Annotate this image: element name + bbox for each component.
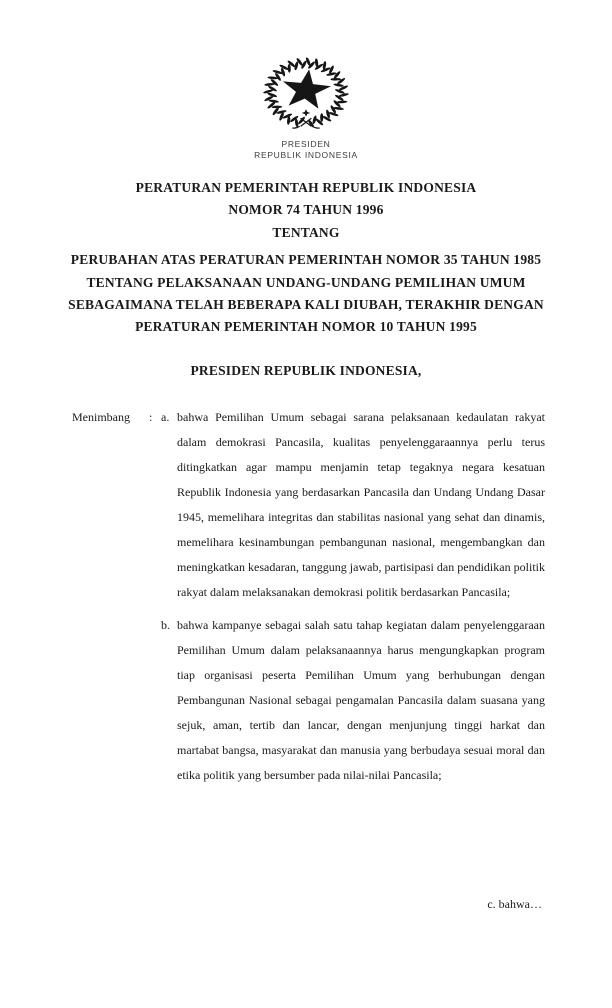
salutation: PRESIDEN REPUBLIK INDONESIA,: [190, 363, 422, 378]
document-title: [0, 177, 612, 339]
item-text-b: bahwa kampanye sebagai salah satu tahap kegiatan dalam penyelenggaraan Pemilihan Umum dalam pelaksanaannya harus mengungkapkan program tiap organisasi peserta Pemilihan Umum yang berhubungan dengan Pembangunan Nasional sebagai pengamalan Pancasila dalam suasana yang sejuk, aman, tertib dan lancar, dengan menjunjung tinggi harkat dan martabat bangsa, masyarakat dan manusia yang berbudaya sesuai moral dan etika politik yang bersumber pada nilai-nilai Pancasila;: [177, 618, 545, 782]
seal-caption-presiden: PRESIDEN: [281, 139, 331, 149]
considerations-label: Menimbang: [72, 410, 130, 424]
item-text-a: bahwa Pemilihan Umum sebagai sarana pelaksanaan kedaulatan rakyat dalam demokrasi Pancasila, kualitas penyelenggaraannya perlu terus ditingkatkan agar mampu menjamin tetap tegaknya negara kesatuan Republik Indonesia yang berdasarkan Pancasila dan Undang Undang Dasar 1945, memelihara integritas dan stabilitas nasional yang sehat dan dinamis, memelihara kesinambungan pembangunan nasional, mengembangkan dan meningkatkan kesadaran, tanggung jawab, partisipasi dan pendidikan politik rakyat dalam melaksanakan demokrasi politik berdasarkan Pancasila;: [177, 410, 545, 599]
title-line-1: PERATURAN PEMERINTAH REPUBLIK INDONESIA: [135, 180, 477, 195]
presidential-seal-icon: [257, 53, 355, 134]
title-line-4: PERUBAHAN ATAS PERATURAN PEMERINTAH NOMOR 35 TAHUN 1985: [70, 252, 542, 268]
title-line-5: TENTANG PELAKSANAAN UNDANG-UNDANG PEMILIHAN UMUM: [86, 274, 526, 290]
seal-caption-republik-indonesia: REPUBLIK INDONESIA: [254, 150, 358, 160]
considerations-section: [72, 405, 545, 788]
item-marker-a: a.: [161, 410, 170, 424]
title-line-2: NOMOR 74 TAHUN 1996: [228, 202, 384, 218]
considerations-list: [161, 405, 545, 788]
page-catchword: c. bahwa…: [487, 897, 542, 911]
item-marker-b: b.: [161, 618, 170, 632]
title-line-7: PERATURAN PEMERINTAH NOMOR 10 TAHUN 1995: [135, 319, 477, 335]
title-line-6: SEBAGAIMANA TELAH BEBERAPA KALI DIUBAH, TERAKHIR DENGAN: [68, 297, 544, 313]
title-line-3: TENTANG: [272, 224, 340, 240]
consideration-item-b: [161, 613, 545, 788]
seal-ornament: [302, 109, 311, 116]
star-glyph: [279, 67, 333, 110]
considerations-colon: :: [149, 410, 153, 424]
consideration-item-a: [161, 405, 545, 605]
